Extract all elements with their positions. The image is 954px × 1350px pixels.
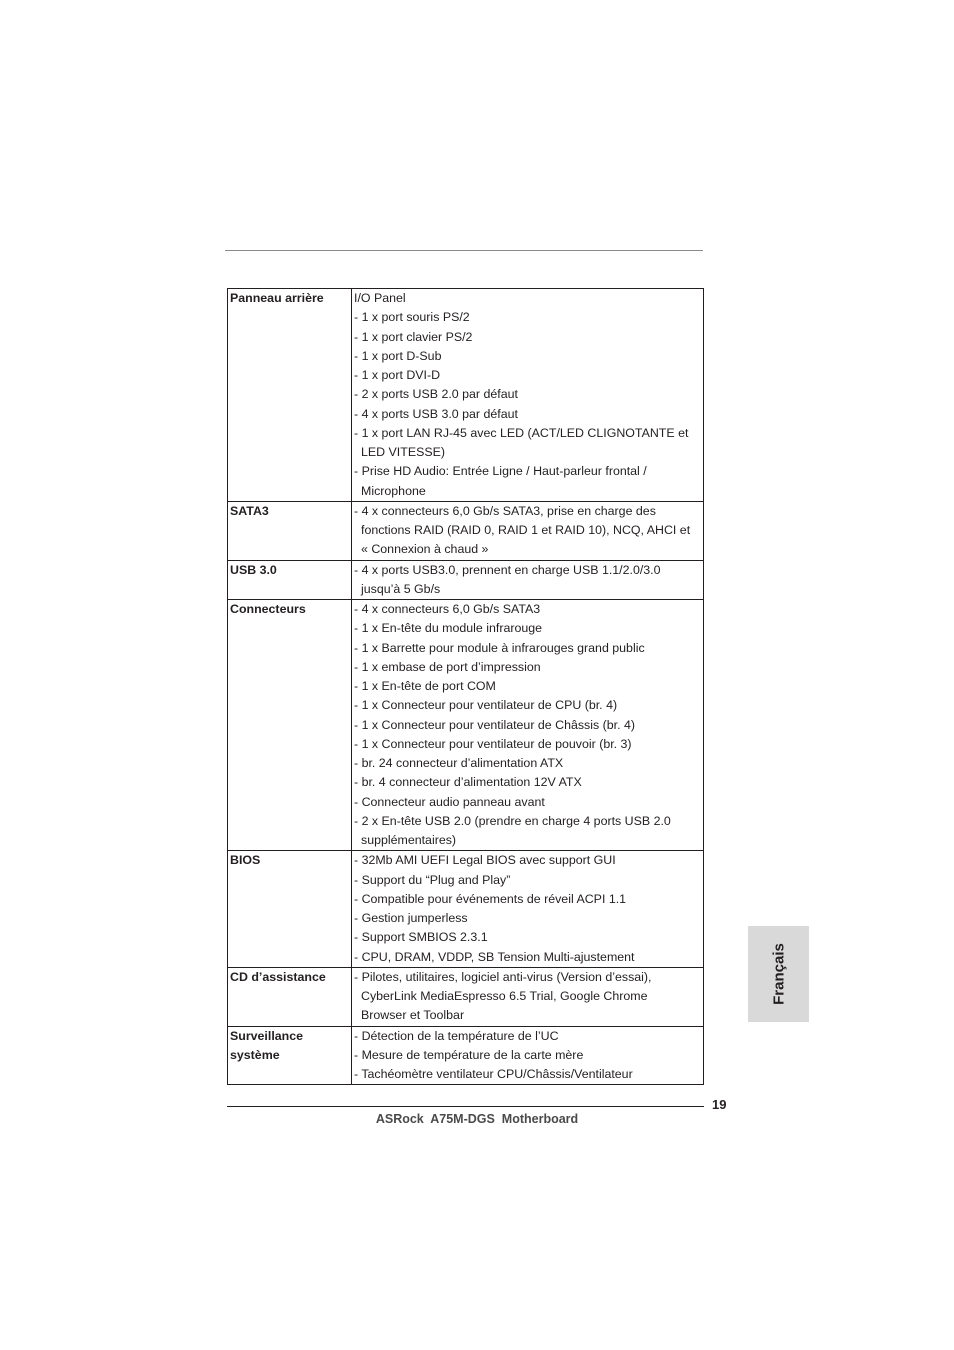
spec-row: [228, 560, 704, 600]
spec-value-line: - 32Mb AMI UEFI Legal BIOS avec support GUI: [354, 853, 616, 868]
spec-row: [228, 967, 704, 1026]
spec-label-line: Connecteurs: [230, 602, 306, 616]
spec-value-line: - 1 x port souris PS/2: [354, 310, 470, 325]
header-divider: [225, 250, 703, 251]
spec-value-line: CyberLink MediaEspresso 6.5 Trial, Google Chrome: [361, 989, 648, 1003]
spec-value-line: - 1 x port D-Sub: [354, 348, 442, 363]
spec-value-line: « Connexion à chaud »: [361, 542, 489, 557]
spec-label-line: USB 3.0: [230, 562, 277, 577]
spec-value-line: - br. 4 connecteur d’alimentation 12V ATX: [354, 775, 582, 790]
spec-value-line: Browser et Toolbar: [361, 1008, 465, 1023]
spec-value-line: - Mesure de température de la carte mère: [354, 1047, 584, 1062]
spec-value-line: - CPU, DRAM, VDDP, SB Tension Multi-ajustement: [354, 949, 635, 964]
spec-value-line: - 4 x ports USB 3.0 par défaut: [354, 406, 518, 421]
spec-value-line: - Prise HD Audio: Entrée Ligne / Haut-parleur frontal /: [354, 464, 647, 479]
spec-value-line: - Détection de la température de l’UC: [354, 1028, 559, 1043]
spec-row-value: [352, 560, 704, 600]
spec-value-line: - br. 24 connecteur d’alimentation ATX: [354, 756, 564, 770]
language-tab-label: Français: [770, 943, 787, 1005]
spec-label-line: Panneau arrière: [230, 291, 324, 305]
spec-value-line: - 4 x ports USB3.0, prennent en charge USB 1.1/2.0/3.0: [354, 562, 661, 577]
spec-row-label: [228, 501, 352, 560]
page-number: 19: [712, 1097, 727, 1112]
spec-value-line: - Connecteur audio panneau avant: [354, 794, 545, 809]
spec-value-line: supplémentaires): [361, 833, 457, 847]
language-tab: [748, 926, 809, 1022]
spec-value-line: - 1 x port DVI-D: [354, 368, 441, 382]
spec-value-line: - 2 x ports USB 2.0 par défaut: [354, 387, 518, 402]
spec-value-line: - 4 x connecteurs 6,0 Gb/s SATA3, prise en charge des: [354, 503, 656, 518]
spec-label-line: BIOS: [230, 853, 261, 868]
spec-row-value: [352, 1026, 704, 1085]
spec-row-value: [352, 967, 704, 1026]
spec-value-line: - 1 x En-tête du module infrarouge: [354, 621, 543, 636]
spec-row: [228, 600, 704, 851]
footer-divider: [227, 1106, 704, 1107]
spec-row-label: [228, 967, 352, 1026]
spec-row-value: [352, 501, 704, 560]
spec-value-line: - Support SMBIOS 2.3.1: [354, 930, 488, 945]
spec-value-line: I/O Panel: [354, 291, 406, 305]
spec-value-line: - 1 x Barrette pour module à infrarouges grand public: [354, 640, 645, 655]
spec-row: [228, 851, 704, 968]
spec-value-line: - 1 x port LAN RJ-45 avec LED (ACT/LED CLIGNOTANTE et: [354, 425, 689, 440]
spec-value-line: - 1 x port clavier PS/2: [354, 329, 473, 344]
spec-row-label: [228, 289, 352, 502]
spec-value-line: - 1 x En-tête de port COM: [354, 679, 496, 693]
spec-value-line: LED VITESSE): [361, 445, 446, 459]
spec-value-line: Microphone: [361, 483, 426, 498]
spec-value-line: - 1 x Connecteur pour ventilateur de CPU (br. 4): [354, 698, 618, 713]
spec-row: [228, 289, 704, 502]
spec-row-label: [228, 851, 352, 968]
spec-value-line: fonctions RAID (RAID 0, RAID 1 et RAID 10), NCQ, AHCI et: [361, 523, 691, 537]
spec-value-line: - Pilotes, utilitaires, logiciel anti-virus (Version d’essai),: [354, 969, 652, 984]
spec-value-line: jusqu’à 5 Gb/s: [361, 581, 441, 596]
specification-table: [227, 288, 704, 1085]
spec-label-line: système: [230, 1047, 280, 1062]
spec-row-value: [352, 851, 704, 968]
spec-row-label: [228, 1026, 352, 1085]
spec-label-line: Surveillance: [230, 1028, 304, 1043]
spec-row-value: [352, 600, 704, 851]
spec-value-line: - 1 x Connecteur pour ventilateur de Châssis (br. 4): [354, 717, 635, 732]
spec-value-line: - Tachéomètre ventilateur CPU/Châssis/Ventilateur: [354, 1067, 633, 1081]
spec-value-line: - Gestion jumperless: [354, 911, 468, 925]
specification-table-body: [228, 289, 704, 1085]
footer-product-title: ASRock A75M-DGS Motherboard: [375, 1112, 579, 1126]
spec-value-line: - 1 x Connecteur pour ventilateur de pouvoir (br. 3): [354, 736, 632, 751]
spec-label-line: SATA3: [230, 503, 269, 518]
spec-row-label: [228, 560, 352, 600]
spec-label-line: CD d’assistance: [230, 969, 326, 984]
spec-value-line: - Support du “Plug and Play”: [354, 872, 511, 887]
spec-row-label: [228, 600, 352, 851]
spec-value-line: - 2 x En-tête USB 2.0 (prendre en charge 4 ports USB 2.0: [354, 813, 671, 828]
spec-row-value: [352, 289, 704, 502]
spec-value-line: - Compatible pour événements de réveil ACPI 1.1: [354, 891, 627, 906]
spec-value-line: - 1 x embase de port d’impression: [354, 659, 541, 674]
spec-row: [228, 1026, 704, 1085]
spec-row: [228, 501, 704, 560]
spec-value-line: - 4 x connecteurs 6,0 Gb/s SATA3: [354, 602, 541, 616]
